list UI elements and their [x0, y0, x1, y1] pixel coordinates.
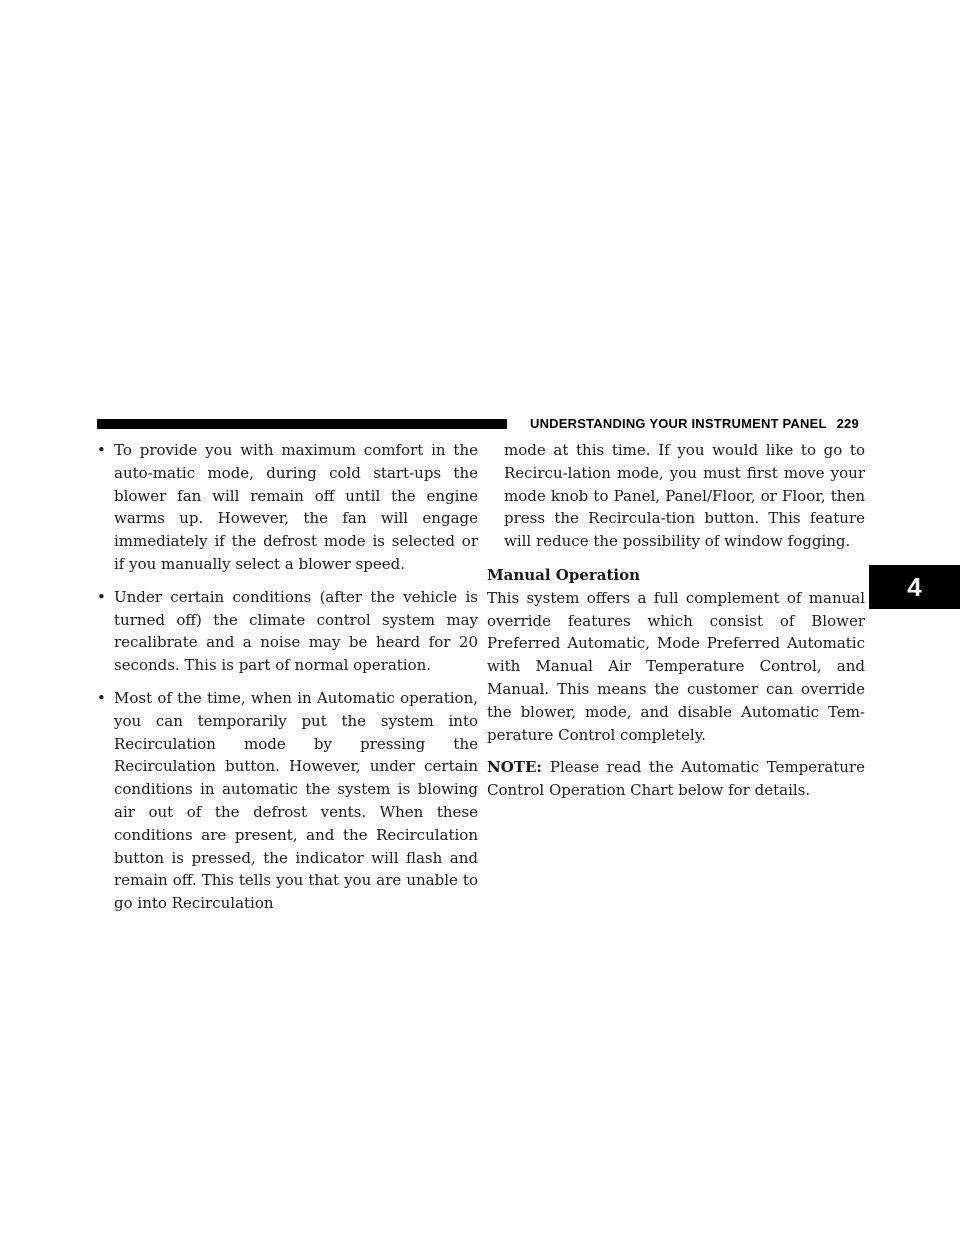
chapter-number: 4 — [907, 571, 922, 602]
bullet-list — [97, 439, 478, 915]
bullet-icon: • — [97, 441, 106, 459]
chapter-tab — [869, 565, 960, 609]
list-item — [97, 687, 478, 915]
note-paragraph — [487, 756, 865, 802]
page-number: 229 — [836, 416, 859, 431]
header-rule — [97, 419, 507, 429]
list-item — [97, 586, 478, 677]
left-column — [97, 439, 478, 925]
list-item-text: Under certain conditions (after the vehicle is turned off) the climate control system may recalibrate and a noise may be heard for 20 seconds. This is part of normal operation. — [114, 587, 478, 675]
note-text: Please read the Automatic Temperature Control Operation Chart below for details. — [487, 758, 865, 800]
right-column — [487, 439, 865, 812]
bullet-continuation: mode at this time. If you would like to go to Recircu-lation mode, you must first move your mode knob to Panel, Panel/Floor, or Floor, then press the Recircula-tion button. This feature will reduce the possibility of window fogging. — [504, 441, 865, 551]
list-item-text: To provide you with maximum comfort in the auto-matic mode, during cold start-ups the blower fan will remain off until the engine warms up. However, the fan will engage immediately if the defrost mode is selected or if you manually select a blower speed. — [114, 441, 478, 573]
header-title: UNDERSTANDING YOUR INSTRUMENT PANEL — [530, 416, 827, 431]
bullet-icon: • — [97, 587, 106, 606]
running-header — [530, 416, 859, 431]
section-heading: Manual Operation — [487, 565, 641, 584]
note-label: NOTE: — [487, 758, 542, 777]
list-item-text: Most of the time, when in Automatic operation, you can temporarily put the system into Recirculation mode by pressing the Recirculation button. However, under certain conditions in automatic the system is blowing air out of the defrost vents. When these conditions are present, and the Recirculation button is pressed, the indicator will flash and remain off. This tells you that you are unable to go into Recirculation — [114, 688, 478, 913]
list-item — [97, 439, 478, 576]
bullet-icon: • — [97, 688, 106, 707]
body-paragraph: This system offers a full complement of manual override features which consist of Blower Preferred Automatic, Mode Preferred Automatic with Manual Air Temperature Control, and Manual. This means the customer can override the blower, mode, and disable Automatic Tem-perature Control completely. — [487, 588, 865, 744]
